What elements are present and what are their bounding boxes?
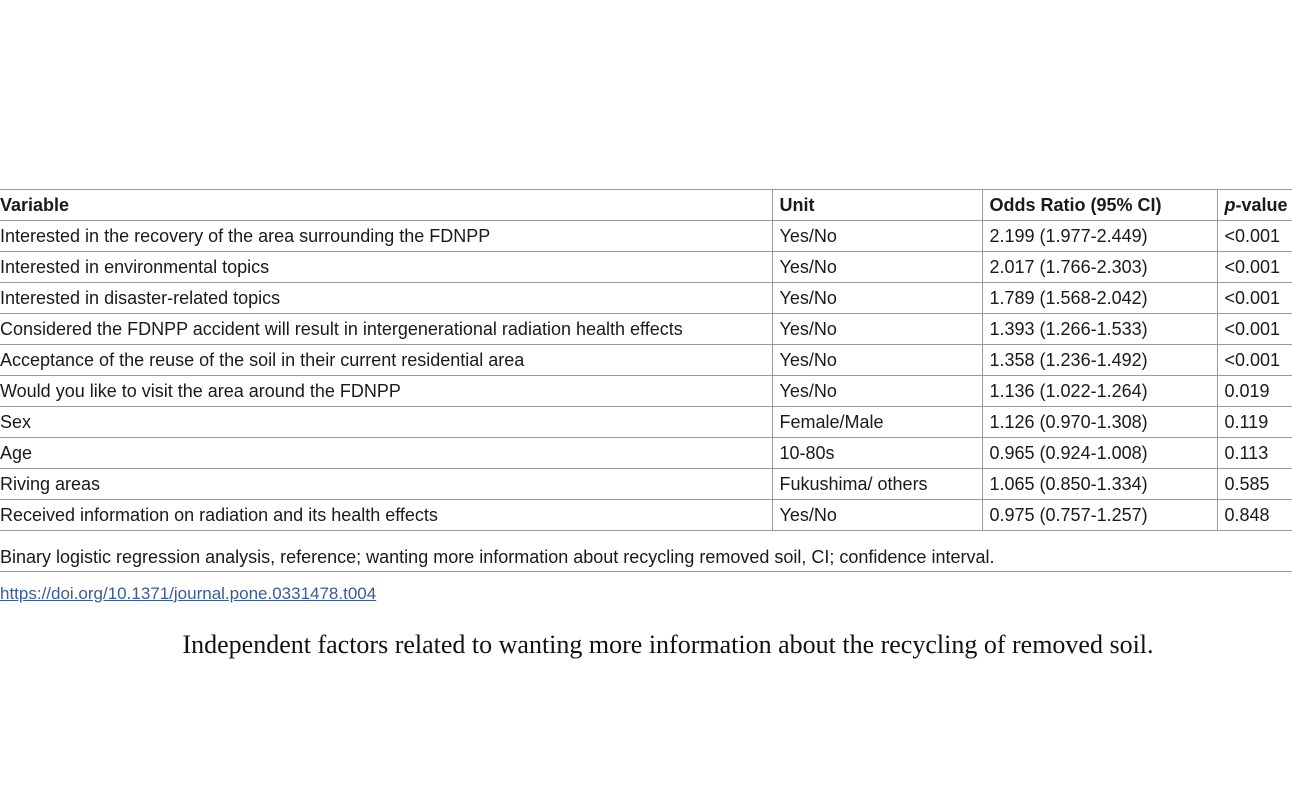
cell-unit: Female/Male [772, 407, 982, 438]
cell-odds-ratio: 0.975 (0.757-1.257) [982, 500, 1217, 531]
cell-odds-ratio: 0.965 (0.924-1.008) [982, 438, 1217, 469]
cell-unit: Yes/No [772, 500, 982, 531]
cell-variable: Interested in environmental topics [0, 252, 772, 283]
cell-p-value: 0.848 [1217, 500, 1292, 531]
cell-variable: Received information on radiation and its health effects [0, 500, 772, 531]
cell-p-value: 0.113 [1217, 438, 1292, 469]
cell-variable: Sex [0, 407, 772, 438]
table-row [0, 407, 1292, 438]
cell-unit: Yes/No [772, 283, 982, 314]
cell-unit: Yes/No [772, 345, 982, 376]
cell-odds-ratio: 1.065 (0.850-1.334) [982, 469, 1217, 500]
cell-unit: Yes/No [772, 314, 982, 345]
cell-odds-ratio: 1.136 (1.022-1.264) [982, 376, 1217, 407]
table-row [0, 314, 1292, 345]
cell-p-value: <0.001 [1217, 314, 1292, 345]
header-p-value-italic: p [1224, 194, 1236, 215]
cell-p-value: <0.001 [1217, 283, 1292, 314]
cell-odds-ratio: 1.789 (1.568-2.042) [982, 283, 1217, 314]
cell-odds-ratio: 1.358 (1.236-1.492) [982, 345, 1217, 376]
table-row [0, 283, 1292, 314]
cell-variable: Considered the FDNPP accident will result in intergenerational radiation health effects [0, 314, 772, 345]
cell-unit: 10-80s [772, 438, 982, 469]
cell-variable: Interested in disaster-related topics [0, 283, 772, 314]
header-odds-ratio: Odds Ratio (95% CI) [982, 190, 1217, 221]
cell-p-value: <0.001 [1217, 345, 1292, 376]
cell-unit: Yes/No [772, 221, 982, 252]
cell-p-value: <0.001 [1217, 252, 1292, 283]
cell-p-value: 0.585 [1217, 469, 1292, 500]
cell-unit: Yes/No [772, 252, 982, 283]
table-header-row [0, 190, 1292, 221]
table-row [0, 252, 1292, 283]
table-row [0, 469, 1292, 500]
cell-odds-ratio: 1.393 (1.266-1.533) [982, 314, 1217, 345]
table-row [0, 376, 1292, 407]
cell-variable: Age [0, 438, 772, 469]
table-row [0, 500, 1292, 531]
cell-p-value: 0.119 [1217, 407, 1292, 438]
table-row [0, 345, 1292, 376]
cell-variable: Acceptance of the reuse of the soil in their current residential area [0, 345, 772, 376]
cell-odds-ratio: 2.199 (1.977-2.449) [982, 221, 1217, 252]
doi-link[interactable]: https://doi.org/10.1371/journal.pone.0331478.t004 [0, 584, 377, 603]
table-caption: Independent factors related to wanting more information about the recycling of removed soil. [182, 630, 1154, 659]
cell-variable: Interested in the recovery of the area surrounding the FDNPP [0, 221, 772, 252]
table-row [0, 221, 1292, 252]
header-p-value [1217, 190, 1292, 221]
results-table [0, 189, 1292, 531]
header-p-value-rest: -value [1235, 194, 1288, 215]
cell-odds-ratio: 2.017 (1.766-2.303) [982, 252, 1217, 283]
cell-unit: Fukushima/ others [772, 469, 982, 500]
cell-p-value: 0.019 [1217, 376, 1292, 407]
cell-odds-ratio: 1.126 (0.970-1.308) [982, 407, 1217, 438]
header-unit: Unit [772, 190, 982, 221]
table-row [0, 438, 1292, 469]
cell-unit: Yes/No [772, 376, 982, 407]
header-variable: Variable [0, 190, 772, 221]
cell-variable: Would you like to visit the area around the FDNPP [0, 376, 772, 407]
table-footnote: Binary logistic regression analysis, reference; wanting more information about recycling removed soil, CI; confidence interval. [0, 544, 1292, 572]
cell-variable: Riving areas [0, 469, 772, 500]
cell-p-value: <0.001 [1217, 221, 1292, 252]
